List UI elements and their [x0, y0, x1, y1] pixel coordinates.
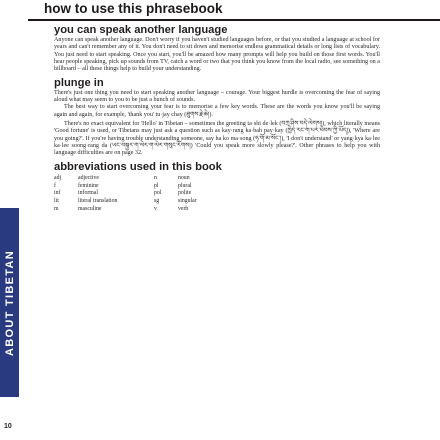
- abbreviation-meaning: masculine: [78, 206, 102, 212]
- page-header-title: how to use this phrasebook: [44, 1, 223, 16]
- abbreviation: f: [54, 182, 56, 189]
- abbreviation: m: [54, 206, 59, 212]
- abbreviation: inf: [54, 190, 61, 197]
- section-heading: you can speak another language: [54, 24, 228, 36]
- chapter-side-tab-label: ABOUT TIBETAN: [3, 249, 16, 356]
- abbreviation-meaning: adjective: [78, 174, 99, 181]
- abbreviation: adj: [54, 174, 62, 181]
- paragraph: The best way to start overcoming your fear is to memorise a few key words. These are the words you know you'll be saying again and again, for example, 'thank you' tu·jay chay (ཐུགས་རྗེ་ཆེ།).: [54, 104, 380, 118]
- abbreviation-meaning: informal: [78, 190, 98, 197]
- section-heading: abbreviations used in this book: [54, 160, 222, 173]
- abbreviation: v: [154, 206, 157, 212]
- abbreviation-meaning: noun: [178, 174, 190, 181]
- chapter-side-tab: [0, 208, 19, 397]
- abbreviation-meaning: verb: [178, 206, 189, 212]
- abbreviation-meaning: literal translation: [78, 198, 118, 205]
- paragraph: There's just one thing you need to start speaking another language – courage. Your biggest hurdle is overcoming the fear of saying aloud what may seem to you to be just a bunch of sounds.: [54, 89, 380, 104]
- section-abbreviations: [54, 161, 380, 213]
- abbreviations-list: [54, 175, 380, 213]
- page-number: 10: [4, 423, 12, 430]
- section-plunge-in: [54, 77, 380, 158]
- abbreviation-meaning: polite: [178, 190, 192, 197]
- abbreviation-meaning: plural: [178, 182, 192, 189]
- abbreviation: n: [154, 174, 157, 181]
- page-content: [54, 24, 380, 213]
- abbreviation-meaning: feminine: [78, 182, 99, 189]
- section-heading: plunge in: [54, 76, 104, 89]
- paragraph: There's no exact equivalent for 'Hello' in Tibetan – sometimes the greeting ta·shi de·lek (བཀྲ་ཤིས་བདེ་ལེགས།), which literally means 'Good fortune' is used, or Tibetans may just ask a question such as kay·rang ka·bah pay·kay (ཁྱེད་རང་ག་པར་ཕེབས་ཀྱི་ཡོད།), 'Where are you going?'. If you're having trouble understanding someone, say ha ko ma·song (ཧ་གོ་མ་སོང་།), 'I don't understand' or yang·kya ka·lee ka·lee soong·rang da (ཡང་བསྐྱར་ག་ལེར་ག་ལེར་གསུང་རོགས།) 'Could you speak more slowly please?'. Other phrases to help you with language difficulties are on page 32.: [54, 121, 380, 157]
- abbreviation: pl: [154, 182, 159, 189]
- abbreviation: pol: [154, 190, 162, 197]
- abbreviation: sg: [154, 198, 160, 205]
- abbreviation-meaning: singular: [178, 198, 197, 205]
- section-speak-another-language: [54, 24, 380, 74]
- paragraph: Anyone can speak another language. Don't worry if you haven't studied languages before, or that you studied a language at school for years and can't remember any of it. You don't need to sit down and memorise endless grammatical details or long lists of vocabulary. You just need to start speaking. Once you start, you'll be amazed how many prompts will help you build on those first words. You'll hear people speaking, pick up sounds from TV, catch a word or two that you think you know from the local radio, see something on a billboard – all these things help to build your understanding.: [54, 37, 380, 73]
- page-header: [28, 2, 440, 21]
- abbreviation: lit: [54, 198, 59, 205]
